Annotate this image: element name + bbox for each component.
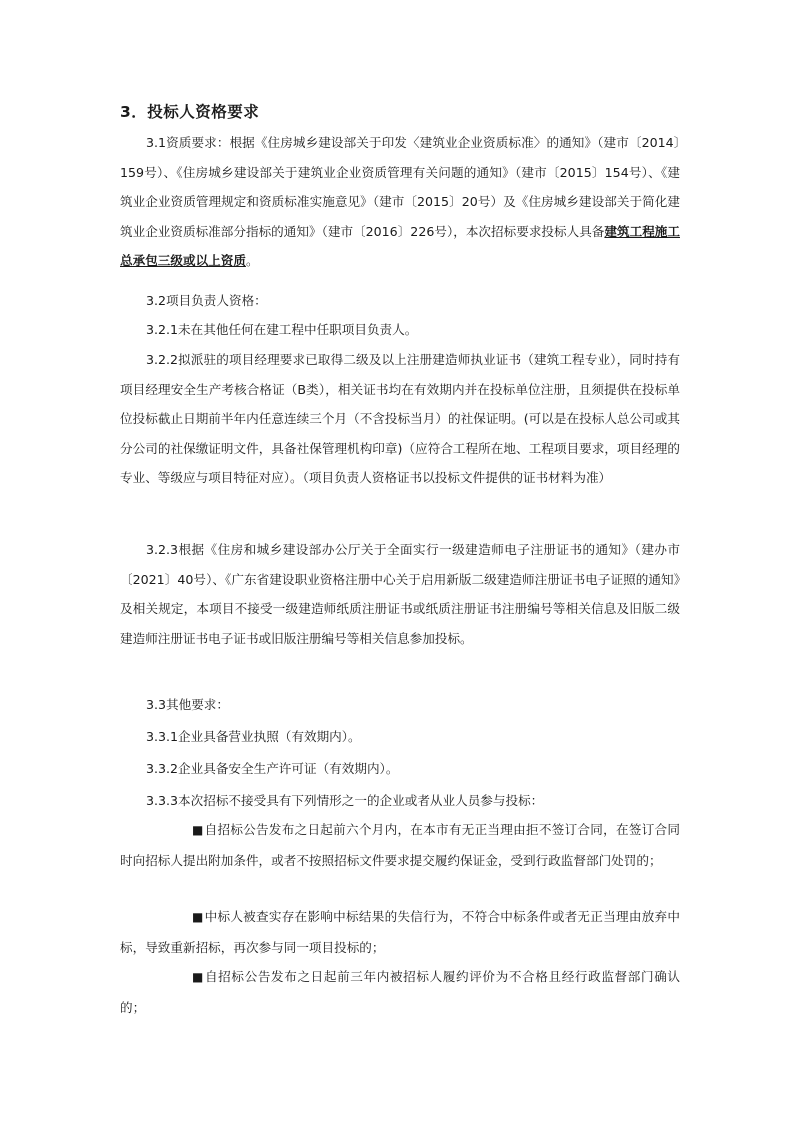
section-heading: 3．投标人资格要求 bbox=[120, 103, 260, 121]
paragraph-3-3-3: 3.3.3本次招标不接受具有下列情形之一的企业或者从业人员参与投标： bbox=[146, 793, 544, 808]
paragraph-3-1-suffix: 。 bbox=[245, 253, 259, 268]
paragraph-3-1-text: 3.1资质要求：根据《住房城乡建设部关于印发〈建筑业企业资质标准〉的通知》（建市〔2014〕159号）、《住房城乡建设部关于建筑业企业资质管理有关问题的通知》（建市〔2015〕154号）、《建筑业企业资质管理规定和资质标准实施意见》（建市〔2015〕20号）及《住房城乡建设部关于简化建筑业企业资质标准部分指标的通知》（建市〔2016〕226号），本次招标要求投标人具备 bbox=[120, 135, 680, 239]
paragraph-3-2-2: 3.2.2拟派驻的项目经理要求已取得二级及以上注册建造师执业证书（建筑工程专业），同时持有项目经理安全生产考核合格证（B类），相关证书均在有效期内并在投标单位注册，且须提供在投标单位投标截止日期前半年内任意连续三个月（不含投标当月）的社保证明。(可以是在投标人总公司或其分公司的社保缴证明文件，具备社保管理机构印章)（应符合工程所在地、工程项目要求，项目经理的专业、等级应与项目特征对应）。（项目负责人资格证书以投标文件提供的证书材料为准） bbox=[120, 352, 680, 485]
paragraph-3-3-1: 3.3.1企业具备营业执照（有效期内）。 bbox=[146, 729, 361, 744]
square-bullet-icon: ■ bbox=[192, 970, 204, 984]
paragraph-3-2-1: 3.2.1未在其他任何在建工程中任职项目负责人。 bbox=[146, 322, 418, 337]
paragraph-3-2: 3.2项目负责人资格： bbox=[146, 293, 267, 308]
list-item bbox=[120, 902, 680, 962]
list-item bbox=[120, 815, 680, 875]
square-bullet-icon: ■ bbox=[192, 910, 204, 924]
required-qualification: 建筑工程施工总承包三级或以上资质 bbox=[120, 223, 680, 268]
list-item-text: 自招标公告发布之日起前六个月内，在本市有无正当理由拒不签订合同，在签订合同时向招标人提出附加条件，或者不按照招标文件要求提交履约保证金，受到行政监督部门处罚的； bbox=[120, 822, 681, 868]
square-bullet-icon: ■ bbox=[192, 823, 204, 837]
list-item-text: 自招标公告发布之日起前三年内被招标人履约评价为不合格且经行政监督部门确认的； bbox=[120, 969, 681, 1015]
paragraph-3-3: 3.3其他要求： bbox=[146, 697, 229, 712]
list-item bbox=[120, 962, 680, 1022]
paragraph-3-1 bbox=[120, 128, 680, 276]
paragraph-3-2-3: 3.2.3根据《住房和城乡建设部办公厅关于全面实行一级建造师电子注册证书的通知》（建办市〔2021〕40号）、《广东省建设职业资格注册中心关于启用新版二级建造师注册证书电子证照的通知》及相关规定，本项目不接受一级建造师纸质注册证书或纸质注册证书注册编号等相关信息及旧版二级建造师注册证书电子证书或旧版注册编号等相关信息参加投标。 bbox=[120, 542, 680, 646]
list-item-text: 中标人被查实存在影响中标结果的失信行为，不符合中标条件或者无正当理由放弃中标，导致重新招标，再次参与同一项目投标的； bbox=[120, 909, 681, 955]
paragraph-3-3-2: 3.3.2企业具备安全生产许可证（有效期内）。 bbox=[146, 761, 399, 776]
